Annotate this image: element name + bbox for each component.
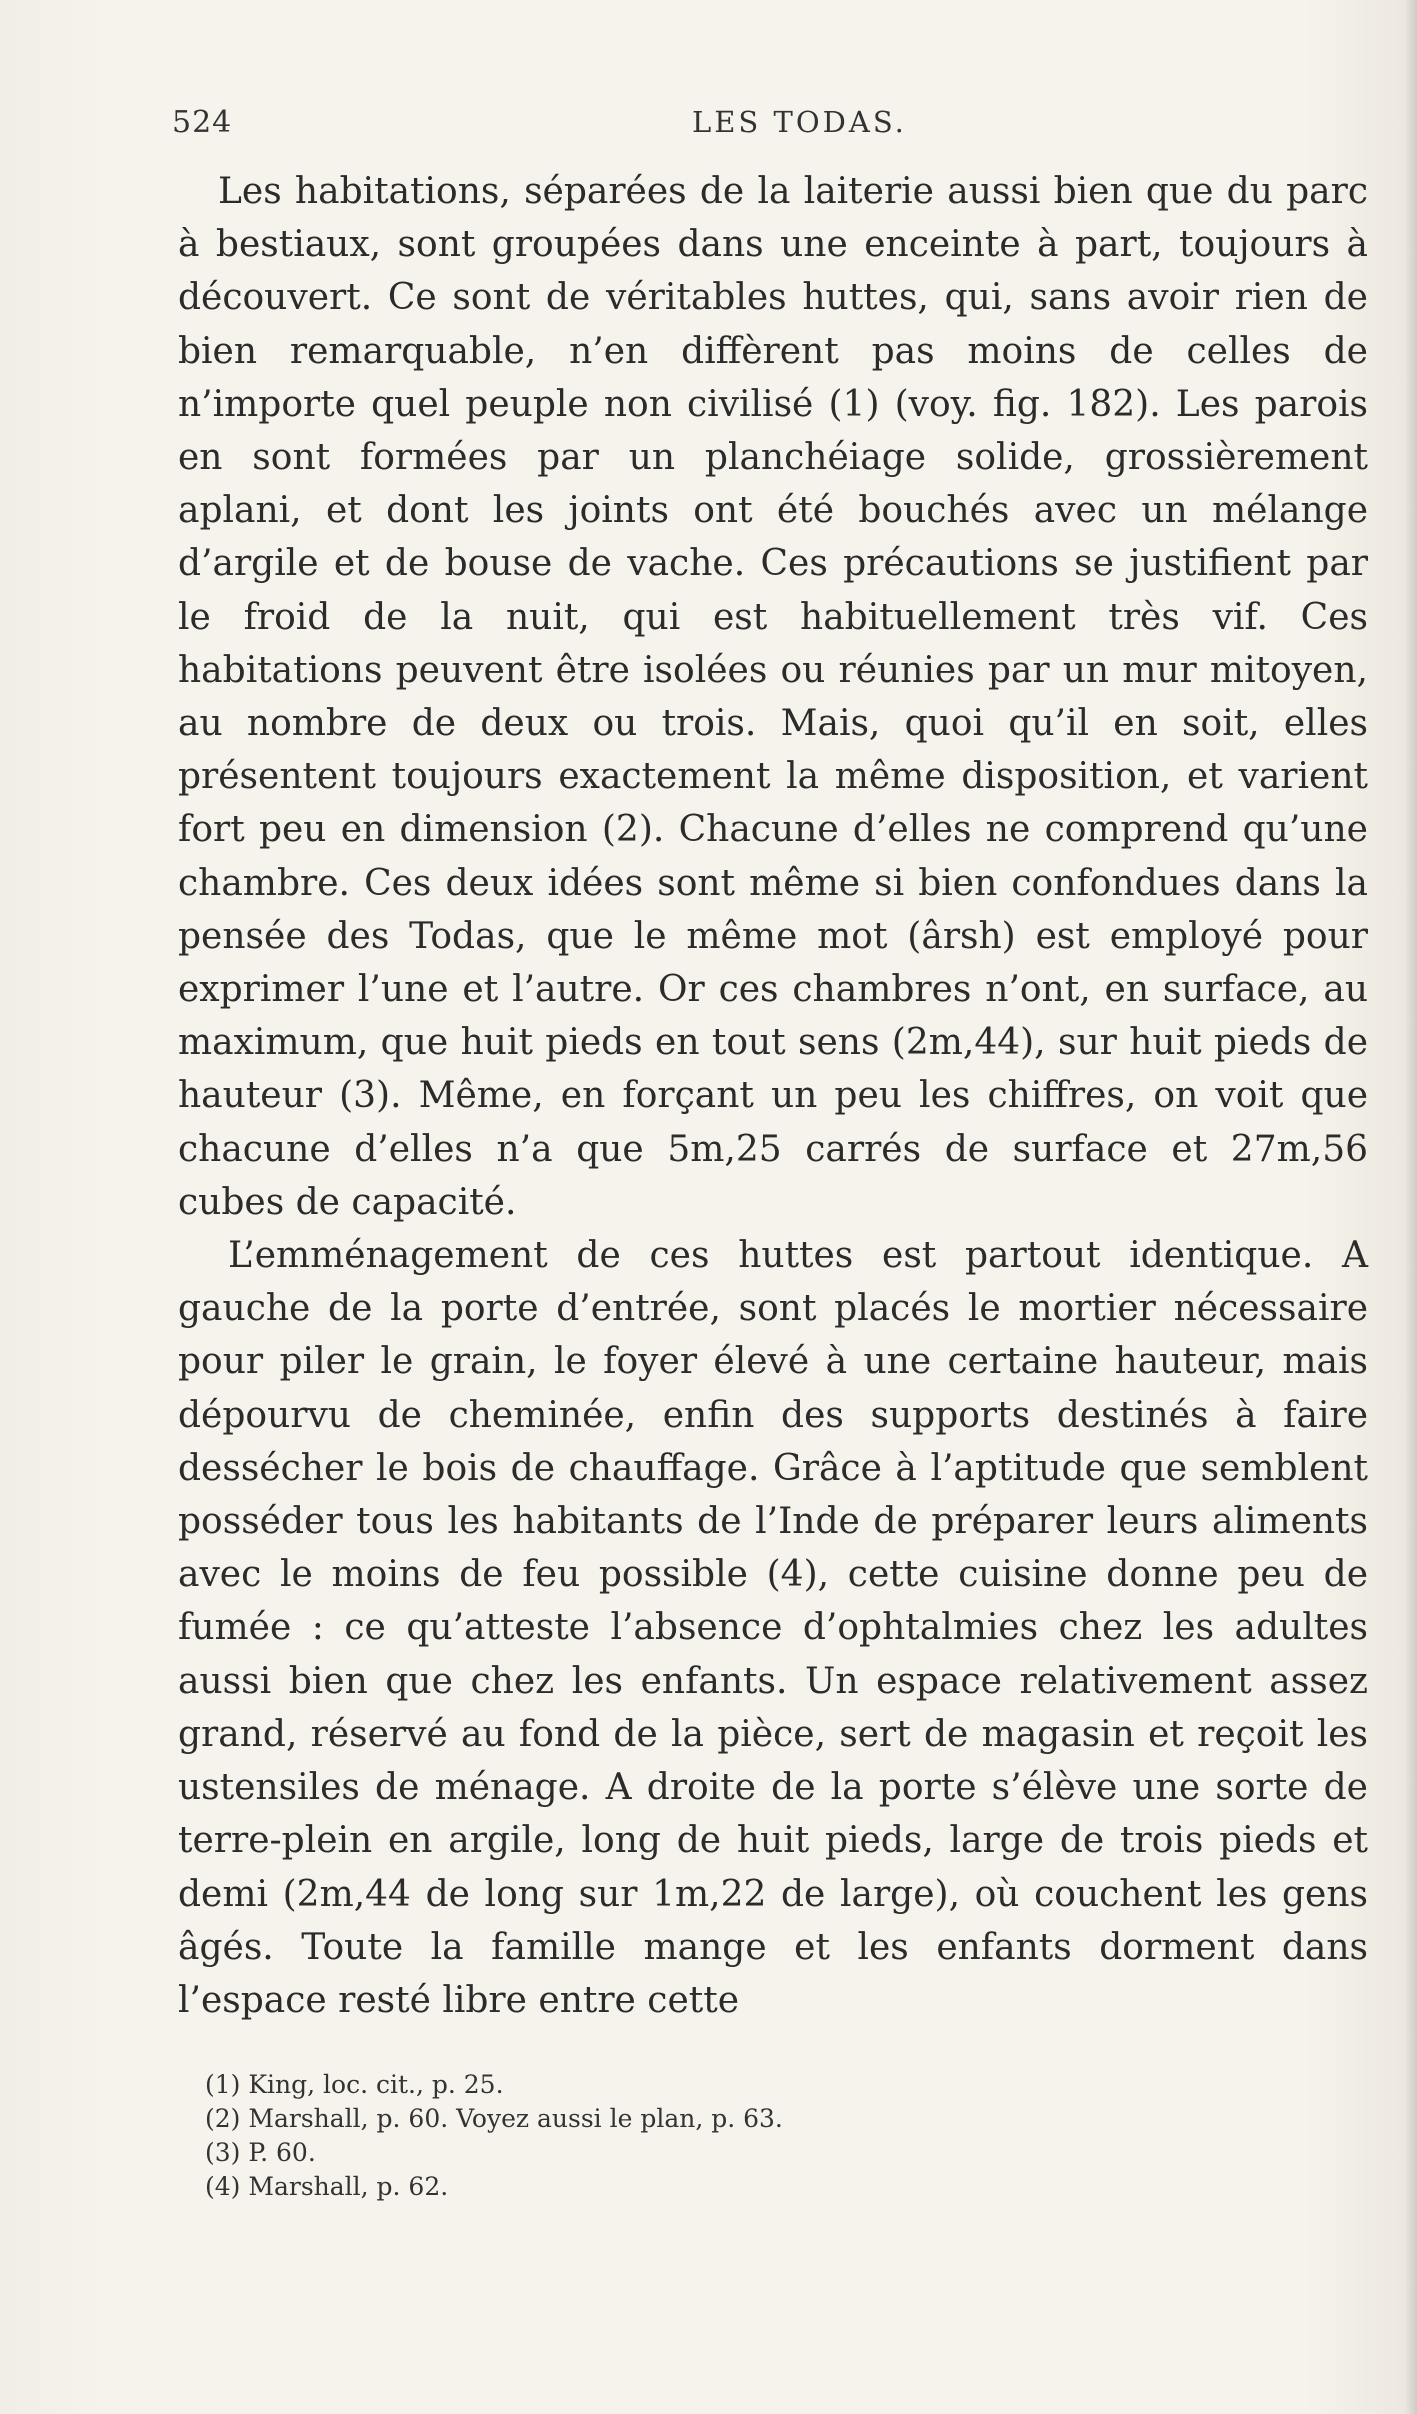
running-head: [172, 105, 1372, 145]
page-edge-shadow: [1405, 0, 1417, 2414]
paragraph-1: Les habitations, séparées de la laiterie aussi bien que du parc à bestiaux, sont groupées dans une enceinte à part, toujours à découvert. Ce sont de véritables huttes, qui, sans avoir rien de bien remarquable, n’en diffèrent pas moins de celles de n’importe quel peuple non civilisé (1) (voy. fig. 182). Les parois en sont formées par un planchéiage solide, grossièrement aplani, et dont les joints ont été bouchés avec un mélange d’argile et de bouse de vache. Ces précautions se justifient par le froid de la nuit, qui est habituellement très vif. Ces habitations peuvent être isolées ou réunies par un mur mitoyen, au nombre de deux ou trois. Mais, quoi qu’il en soit, elles présentent toujours exactement la même disposition, et varient fort peu en dimension (2). Chacune d’elles ne comprend qu’une chambre. Ces deux idées sont même si bien confondues dans la pensée des Todas, que le même mot (ârsh) est employé pour exprimer l’une et l’autre. Or ces chambres n’ont, en surface, au maximum, que huit pieds en tout sens (2m,44), sur huit pieds de hauteur (3). Même, en forçant un peu les chiffres, on voit que chacune d’elles n’a que 5m,25 carrés de surface et 27m,56 cubes de capacité.: [178, 171, 1368, 1223]
footnote-4: (4) Marshall, p. 62.: [205, 2172, 449, 2201]
footnote-1: (1) King, loc. cit., p. 25.: [205, 2070, 504, 2099]
body-text: [178, 165, 1368, 2027]
page-number: 524: [172, 105, 233, 140]
footnotes: [205, 2068, 1305, 2204]
running-title: LES TODAS.: [692, 105, 907, 139]
footnote-3: (3) P. 60.: [205, 2138, 316, 2167]
paragraph-2: L’emménagement de ces huttes est partout identique. A gauche de la porte d’entrée, sont placés le mortier nécessaire pour piler le grain, le foyer élevé à une certaine hauteur, mais dépourvu de cheminée, enfin des supports destinés à faire dessécher le bois de chauffage. Grâce à l’aptitude que semblent posséder tous les habitants de l’Inde de préparer leurs aliments avec le moins de feu possible (4), cette cuisine donne peu de fumée : ce qu’atteste l’absence d’ophtalmies chez les adultes aussi bien que chez les enfants. Un espace relativement assez grand, réservé au fond de la pièce, sert de magasin et reçoit les ustensiles de ménage. A droite de la porte s’élève une sorte de terre-plein en argile, long de huit pieds, large de trois pieds et demi (2m,44 de long sur 1m,22 de large), où couchent les gens âgés. Toute la famille mange et les enfants dorment dans l’espace resté libre entre cette: [178, 1235, 1368, 2021]
footnote-2: (2) Marshall, p. 60. Voyez aussi le plan, p. 63.: [205, 2104, 783, 2133]
